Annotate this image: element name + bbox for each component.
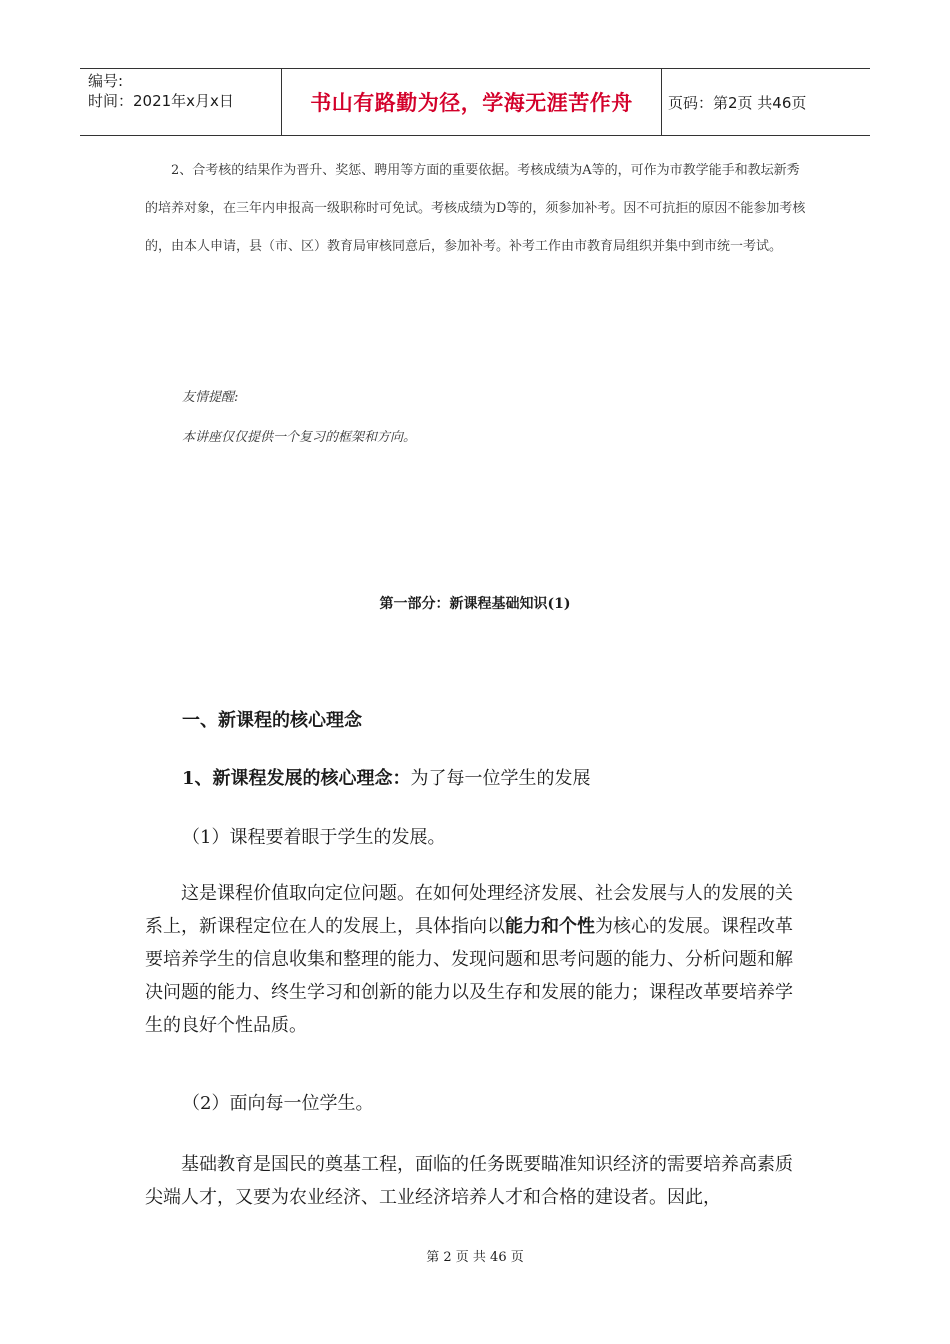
- header-motto: 书山有路勤为径，学海无涯苦作舟: [282, 69, 662, 135]
- header-meta: [80, 69, 282, 135]
- paragraph-2: 基础教育是国民的奠基工程，面临的任务既要瞄准知识经济的需要培养高素质尖端人才，又要为农业经济、工业经济培养人才和合格的建设者。因此，: [145, 1154, 793, 1208]
- header-page-info: 页码：第2页 共46页: [668, 93, 807, 112]
- part-title: 第一部分：新课程基础知识(1): [379, 596, 571, 612]
- time-label: 时间：2021年x月x日: [88, 92, 234, 110]
- para1-bold: 能力和个性: [505, 916, 595, 937]
- subheading-bold: 1、新课程发展的核心理念：: [182, 768, 411, 789]
- section-heading: 一、新课程的核心理念: [182, 710, 362, 731]
- reminder-title: 友情提醒:: [182, 390, 239, 405]
- subheading: [182, 764, 591, 790]
- page-header: [80, 68, 870, 136]
- para1-before: 这是课程价值取向定位问题。在如何处理经济发展、社会发展与人的发展的关系上，新课程定位在人的发展上，具体指向以: [145, 883, 793, 937]
- paragraph-1: [145, 877, 805, 1042]
- subheading-rest: 为了每一位学生的发展: [410, 768, 591, 789]
- intro-paragraph: 2、合考核的结果作为晋升、奖惩、聘用等方面的重要依据。考核成绩为A等的，可作为市教学能手和教坛新秀的培养对象，在三年内申报高一级职称时可免试。考核成绩为D等的，须参加补考。因不可抗拒的原因不能参加考核的，由本人申请，县（市、区）教育局审核同意后，参加补考。补考工作由市教育局组织并集中到市统一考试。: [145, 163, 806, 254]
- page-footer: 第 2 页 共 46 页: [426, 1250, 524, 1265]
- reminder-text: 本讲座仅仅提供一个复习的框架和方向。: [182, 430, 417, 445]
- number-label: 编号:: [88, 72, 124, 90]
- item2-title: （2）面向每一位学生。: [182, 1093, 374, 1114]
- para1-after: 为核心的发展。课程改革要培养学生的信息收集和整理的能力、发现问题和思考问题的能力、分析问题和解决问题的能力、终生学习和创新的能力以及生存和发展的能力；课程改革要培养学生的良好个性品质。: [145, 916, 793, 1036]
- item1-title: （1）课程要着眼于学生的发展。: [182, 827, 446, 848]
